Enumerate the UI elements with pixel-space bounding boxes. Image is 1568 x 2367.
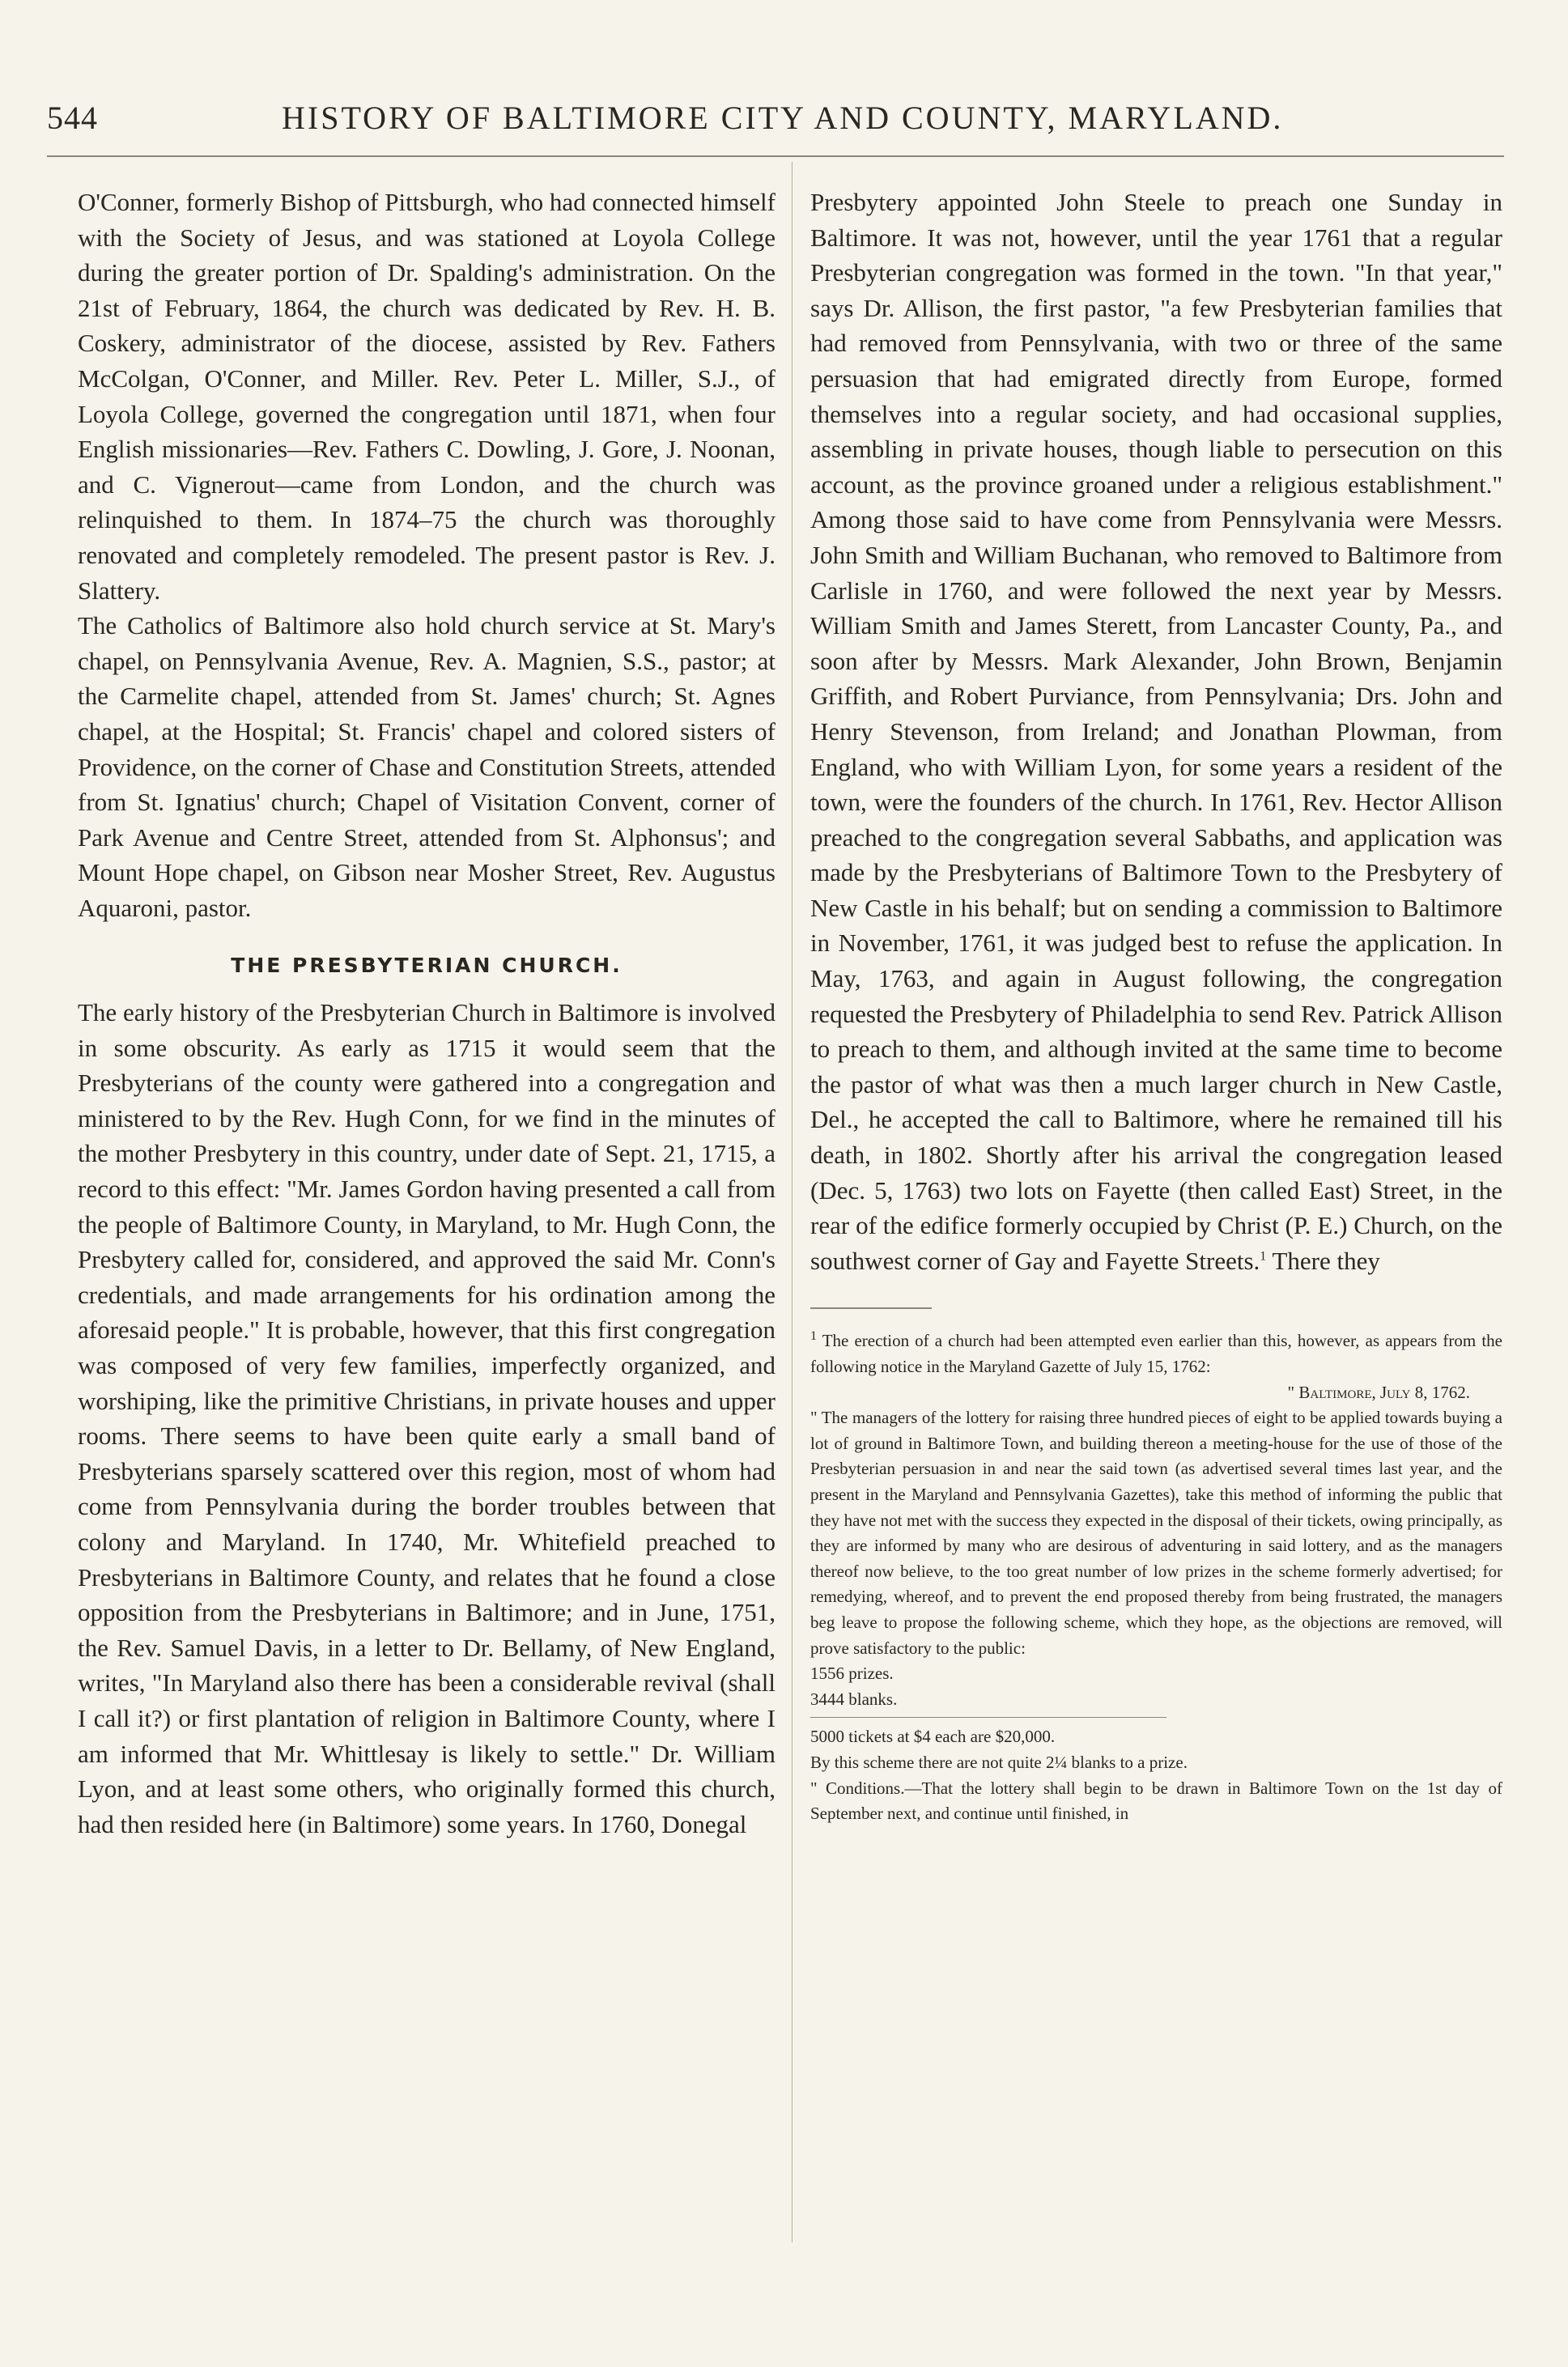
footnote-intro [810,1328,1502,1379]
page-number: 544 [47,100,98,136]
header-rule [47,155,1504,157]
left-column [78,185,776,1842]
footnote-line-blanks: 3444 blanks. [810,1689,898,1709]
footnote-rule [810,1307,932,1309]
page-header [47,99,1504,144]
footnote-line-ratio: By this scheme there are not quite 2¼ blanks to a prize. [810,1752,1188,1772]
footnote-divider [810,1717,1166,1718]
paragraph-text: There they [1266,1246,1380,1275]
footnote-line-prizes: 1556 prizes. [810,1664,894,1684]
section-heading: THE PRESBYTERIAN CHURCH. [231,954,623,978]
paragraph: O'Conner, formerly Bishop of Pittsburgh, who had connected himself with the Society of Jesus, and was stationed at Loyola College during the greater portion of Dr. Spalding's administration. On the 21st of February, 1864, the church was dedicated by Rev. H. B. Coskery, administrator of the diocese, assisted by Rev. Fathers McColgan, O'Conner, and Miller. Rev. Peter L. Miller, S.J., of Loyola College, governed the congregation until 1871, when four English missionaries—Rev. Fathers C. Dowling, J. Gore, J. Noonan, and C. Vignerout—came from London, and the church was relinquished to them. In 1874–75 the church was thoroughly renovated and completely remodeled. The present pastor is Rev. J. Slattery. [78,188,776,605]
footnote-line-conditions: " Conditions.—That the lottery shall begin to be drawn in Baltimore Town on the 1st day of September next, and continue until finished, in [810,1778,1502,1824]
paragraph: The early history of the Presbyterian Church in Baltimore is involved in some obscurity. As early as 1715 it would seem that the Presbyterians of the county were gathered into a congregation and ministered to by the Rev. Hugh Conn, for we find in the minutes of the mother Presbytery in this country, under date of Sept. 21, 1715, a record to this effect: "Mr. James Gordon having presented a call from the people of Baltimore County, in Maryland, to Mr. Hugh Conn, the Presbytery called for, considered, and approved the said Mr. Conn's credentials, and made arrangements for his ordination among the aforesaid people." It is probable, however, that this first congregation was composed of very few families, imperfectly organized, and worshiping, like the primitive Christians, in private houses and upper rooms. There seems to have been quite early a small band of Presbyterians sparsely scattered over this region, most of whom had come from Pennsylvania during the border troubles between that colony and Maryland. In 1740, Mr. Whitefield preached to Presbyterians in Baltimore County, and relates that he found a close opposition from the Presbyterians in Baltimore; and in June, 1751, the Rev. Samuel Davis, in a letter to Dr. Bellamy, of New England, writes, "In Maryland also there has been a considerable revival (shall I call it?) or first plantation of religion in Baltimore County, where I am informed that Mr. Whittlesay is likely to settle." Dr. William Lyon, and at least some others, who originally formed this church, had then resided here (in Baltimore) some years. In 1760, Donegal [78,998,776,1838]
paragraph [810,185,1502,1278]
footnote-intro-text: The erection of a church had been attempted even earlier than this, however, as appears from the following notice in the Maryland Gazette of July 15, 1762: [810,1331,1502,1376]
running-title: HISTORY OF BALTIMORE CITY AND COUNTY, MARYLAND. [282,100,1284,136]
footnote-line-tickets: 5000 tickets at $4 each are $20,000. [810,1727,1056,1747]
paragraph: The Catholics of Baltimore also hold church service at St. Mary's chapel, on Pennsylvania Avenue, Rev. A. Magnien, S.S., pastor; at the Carmelite chapel, attended from St. James' church; St. Agnes chapel, at the Hospital; St. Francis' chapel and colored sisters of Providence, on the corner of Chase and Constitution Streets, attended from St. Ignatius' church; Chapel of Visitation Convent, corner of Park Avenue and Centre Street, attended from St. Alphonsus'; and Mount Hope chapel, on Gibson near Mosher Street, Rev. Augustus Aquaroni, pastor. [78,611,776,922]
footnote-body: " The managers of the lottery for raising three hundred pieces of eight to be applied towards buying a lot of ground in Baltimore Town, and building thereon a meeting-house for the use of those of the Presbyterian persuasion in and near the said town (as advertised several times last year, and the present in the Maryland and Pennsylvania Gazettes), take this method of informing the public that they have not met with the success they expected in the disposal of their tickets, owing principally, as they are informed by many who are desirous of adventuring in said lottery, and as the managers thereof now believe, to the too great number of low prizes in the scheme formerly advertised; for remedying, whereof, and to prevent the end proposed thereby from being frustrated, the managers beg leave to propose the following scheme, which they hope, as the objections are removed, will prove satisfactory to the public: [810,1408,1502,1658]
footnote-marker: 1 [810,1329,817,1344]
footnote-reference[interactable]: 1 [1260,1249,1267,1264]
right-column [810,185,1502,1827]
footnote [810,1328,1502,1826]
footnote-dateline: " Baltimore, July 8, 1762. [1287,1382,1470,1402]
paragraph-text: Presbytery appointed John Steele to preach one Sunday in Baltimore. It was not, however, until the year 1761 that a regular Presbyterian congregation was formed in the town. "In that year," says Dr. Allison, the first pastor, "a few Presbyterian families that had removed from Pennsylvania, with two or three of the same persuasion that had emigrated directly from Europe, formed themselves into a regular society, and had occasional supplies, assembling in private houses, though liable to persecution on this account, as the province groaned under a religious establishment." Among those said to have come from Pennsylvania were Messrs. John Smith and William Buchanan, who removed to Baltimore from Carlisle in 1760, and were followed the next year by Messrs. William Smith and James Sterett, from Lancaster County, Pa., and soon after by Messrs. Mark Alexander, John Brown, Benjamin Griffith, and Robert Purviance, from Pennsylvania; Drs. John and Henry Stevenson, from Ireland; and Jonathan Plowman, from England, who with William Lyon, for some years a resident of the town, were the founders of the church. In 1761, Rev. Hector Allison preached to the congregation several Sabbaths, and application was made by the Presbyterians of Baltimore Town to the Presbytery of New Castle in his behalf; but on sending a commission to Baltimore in November, 1761, it was judged best to refuse the application. In May, 1763, and again in August following, the congregation requested the Presbytery of Philadelphia to send Rev. Patrick Allison to preach to them, and although invited at the same time to become the pastor of what was then a much larger church in New Castle, Del., he accepted the call to Baltimore, where he remained till his death, in 1802. Shortly after his arrival the congregation leased (Dec. 5, 1763) two lots on Fayette (then called East) Street, in the rear of the edifice formerly occupied by Christ (P. E.) Church, on the southwest corner of Gay and Fayette Streets. [810,188,1502,1275]
